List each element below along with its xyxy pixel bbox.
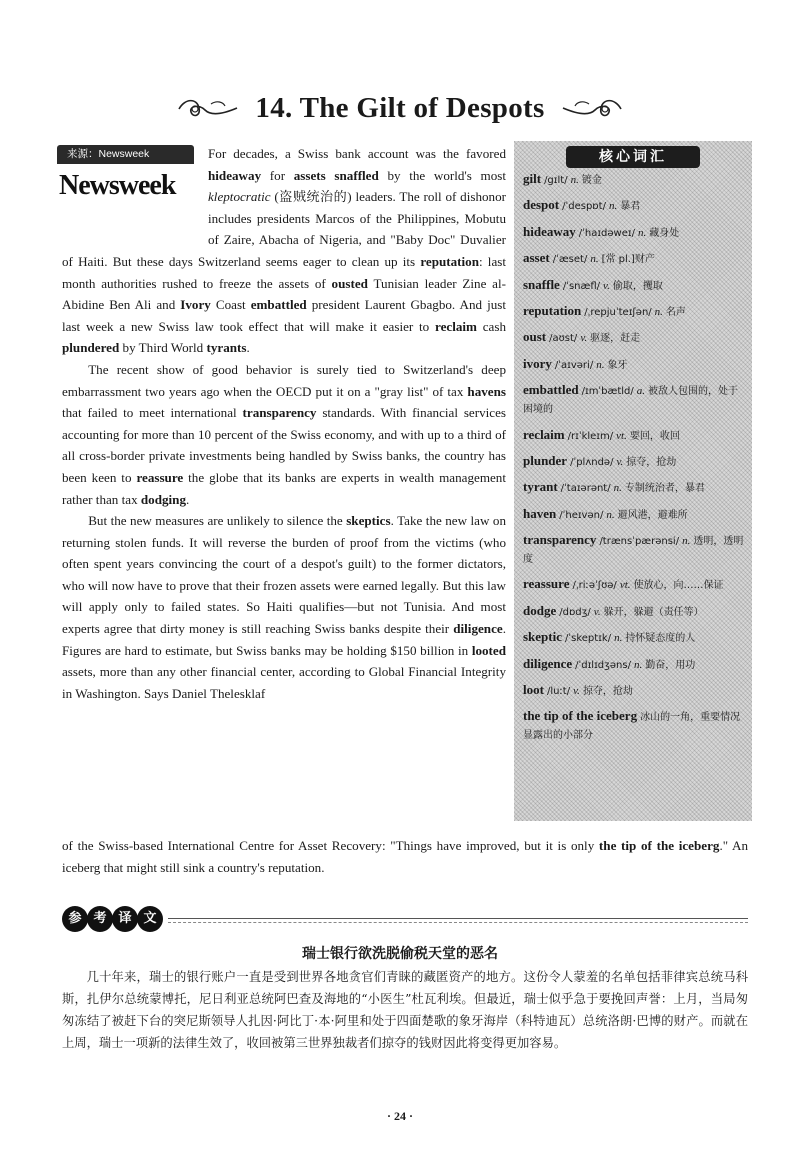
vocab-pos: vt. bbox=[619, 579, 631, 592]
vocab-heading: 核心词汇 bbox=[566, 146, 700, 168]
vocab-pos: v. bbox=[616, 455, 624, 468]
vocab-phonetic: /ˈskeptɪk/ bbox=[565, 633, 612, 645]
vocab-phonetic: /ˈplʌndə/ bbox=[570, 456, 614, 468]
vocab-phonetic: /ˈæset/ bbox=[552, 254, 588, 266]
vocab-word: hideaway bbox=[523, 223, 576, 239]
vocab-word: oust bbox=[523, 329, 547, 345]
vocab-pos: n. bbox=[637, 226, 647, 239]
vocab-list bbox=[523, 171, 745, 753]
vocab-item bbox=[523, 197, 745, 215]
logo-spacer bbox=[62, 143, 208, 243]
vocab-definition: 驱逐，赶走 bbox=[590, 333, 641, 345]
vocab-definition: 要回，收回 bbox=[629, 430, 680, 442]
vocab-term: reputation bbox=[420, 253, 479, 269]
vocab-definition: 使放心，向……保证 bbox=[633, 580, 724, 592]
vocab-item bbox=[523, 382, 745, 418]
reference-badge-char: 译 bbox=[112, 906, 138, 932]
vocab-word: reputation bbox=[523, 302, 582, 318]
vocab-definition: 偷取，攫取 bbox=[612, 280, 663, 292]
vocab-pos: n. bbox=[596, 358, 605, 371]
vocab-phonetic: /gɪlt/ bbox=[544, 175, 568, 186]
text-run: of the Swiss-based International Centre for Asset Recovery: "Things have improved, but it is only bbox=[62, 838, 599, 853]
vocab-word: skeptic bbox=[523, 629, 562, 645]
vocab-term: diligence bbox=[453, 621, 503, 637]
title-row bbox=[0, 86, 800, 130]
translation-title: 瑞士银行欲洗脱偷税天堂的恶名 bbox=[302, 946, 498, 962]
text-run: the globe that its banks are experts in wealth management rather than tax bbox=[62, 469, 506, 507]
vocab-item bbox=[523, 224, 745, 242]
vocab-phonetic: /ˈsnæfl/ bbox=[562, 280, 600, 292]
vocab-word: diligence bbox=[523, 655, 573, 671]
vocab-definition: 掠夺，抢劫 bbox=[582, 686, 633, 698]
text-run: But the new measures are unlikely to silence the bbox=[88, 513, 347, 529]
vocab-phonetic: /ɪmˈbætld/ bbox=[581, 386, 634, 398]
vocab-word: dodge bbox=[523, 602, 557, 618]
vocab-word: the tip of the iceberg bbox=[523, 708, 638, 724]
reference-badge-char: 参 bbox=[62, 906, 88, 932]
vocab-pos: a. bbox=[636, 385, 646, 398]
vocab-definition: 躲开，躲避（责任等） bbox=[603, 606, 704, 618]
vocab-word: transparency bbox=[523, 532, 597, 548]
text-run: . bbox=[186, 491, 190, 507]
text-run: for bbox=[261, 167, 294, 183]
vocab-word: loot bbox=[523, 682, 544, 698]
text-run: standards. With financial services accounting for more than 10 percent of the Swiss economy, and with up to a third of all cross-border private investments being handled by Swiss banks, the country has been keen to bbox=[62, 405, 506, 485]
text-run: ." An iceberg that might still sink a country's reputation. bbox=[62, 838, 749, 875]
vocab-term: transparency bbox=[242, 405, 317, 421]
vocab-phonetic: /ˈdɪlɪdʒəns/ bbox=[575, 659, 631, 671]
vocab-term: tyrants bbox=[206, 340, 247, 356]
vocab-term: plundered bbox=[62, 340, 120, 356]
vocab-word: despot bbox=[523, 197, 560, 213]
vocab-word: tyrant bbox=[523, 479, 558, 495]
vocab-definition: 名声 bbox=[665, 306, 686, 318]
vocab-item bbox=[523, 479, 745, 497]
vocab-word: reclaim bbox=[523, 426, 565, 442]
vocab-term: havens bbox=[467, 383, 506, 399]
vocab-pos: n. bbox=[654, 305, 663, 318]
vocab-term: hideaway bbox=[208, 167, 262, 183]
article-paragraph-3-end bbox=[62, 835, 748, 878]
vocab-term: reclaim bbox=[435, 318, 477, 334]
vocab-item bbox=[523, 682, 745, 700]
vocab-item bbox=[523, 250, 745, 268]
vocab-word: gilt bbox=[523, 171, 542, 186]
text-run: that failed to meet international bbox=[62, 405, 243, 421]
text-run: . Figures are hard to estimate, but Swiss banks may be holding $150 billion in bbox=[62, 621, 506, 658]
vocab-definition: 被敌人包围的，处于困境的 bbox=[523, 386, 739, 416]
vocab-pos: v. bbox=[603, 279, 610, 292]
vocab-term: looted bbox=[471, 642, 506, 658]
page-number: · 24 · bbox=[386, 1109, 413, 1123]
vocab-phonetic: /ˌrepjuˈteɪʃən/ bbox=[584, 306, 652, 318]
vocab-word: embattled bbox=[523, 382, 579, 398]
vocab-pos: n. bbox=[682, 535, 691, 548]
vocab-word: snaffle bbox=[523, 276, 560, 292]
vocab-word: haven bbox=[523, 505, 557, 521]
vocab-word: reassure bbox=[523, 576, 570, 592]
vocab-definition: [常 pl.]财产 bbox=[601, 254, 655, 266]
text-run: president Laurent Gbagbo. And just last week a new Swiss law took effect that will make it easier to bbox=[62, 297, 506, 334]
vocab-phonetic: /dɒdʒ/ bbox=[559, 606, 591, 618]
text-run: For decades, a Swiss bank account was the favored bbox=[208, 146, 506, 161]
text-run: The recent show of good behavior is surely tied to Switzerland's deep embarrassment two years ago when the OECD put it on a "gray list" of tax bbox=[62, 361, 506, 399]
text-run: . bbox=[246, 340, 250, 356]
reference-badge-char: 文 bbox=[137, 906, 163, 932]
vocab-term: the tip of the iceberg bbox=[598, 838, 720, 853]
vocab-term: dodging bbox=[140, 491, 187, 507]
vocab-item bbox=[523, 171, 745, 189]
vocab-item bbox=[523, 427, 745, 445]
vocab-definition: 专制统治者，暴君 bbox=[624, 483, 705, 495]
vocab-pos: n. bbox=[613, 482, 622, 495]
vocab-term: assets snaffled bbox=[293, 167, 379, 183]
text-run: (盗贼统治的) leaders. The roll of dishonor includes presidents Marcos of the Philippines, Mobutu of Zaire, Abacha of Nigeria, and "Baby Doc" Duvalier of Haiti. But these days Switzerland seems eager to clean up its bbox=[62, 189, 506, 269]
newsweek-logo: Newsweek bbox=[59, 170, 176, 201]
vocab-definition: 镀金 bbox=[581, 175, 602, 186]
vocab-item bbox=[523, 656, 745, 674]
translation-body bbox=[62, 966, 748, 1054]
article-paragraph-2 bbox=[62, 359, 506, 510]
text-run: Tunisian leader Zine al-Abidine Ben Ali and bbox=[62, 275, 506, 313]
text-run: assets, more than any other financial center, according to Global Financial Integrity in Washington. Says Daniel Thelesklaf bbox=[62, 664, 506, 701]
vocab-definition: 避风港，避难所 bbox=[617, 509, 688, 521]
vocab-term: embattled bbox=[250, 297, 307, 313]
vocab-term: Ivory bbox=[180, 297, 211, 313]
text-run: by Third World bbox=[119, 340, 207, 356]
reference-badge bbox=[62, 906, 166, 932]
vocab-pos: v. bbox=[573, 685, 580, 698]
article-body bbox=[62, 143, 506, 704]
divider-dashed bbox=[168, 922, 748, 923]
vocab-item bbox=[523, 708, 745, 744]
vocab-pos: v. bbox=[580, 332, 588, 345]
translation-paragraph: 几十年来，瑞士的银行账户一直是受到世界各地贪官们青睐的藏匿资产的地方。这份令人蒙羞的名单包括菲律宾总统马科斯，扎伊尔总统蒙博托，尼日利亚总统阿巴查及海地的“小医生”杜瓦利埃。但最近，瑞士似乎急于要挽回声誉：上月，当局匆匆冻结了被赶下台的突尼斯领导人扎因·阿比丁·本·阿里和处于四面楚歌的象牙海岸（科特迪瓦）总统洛朗·巴博的财产。而就在上周，瑞士一项新的法律生效了，收回被第三世界独裁者们掠夺的钱财因此将变得更加容易。 bbox=[62, 970, 748, 1050]
vocab-definition: 藏身处 bbox=[649, 227, 680, 239]
vocab-phonetic: /ˈdespɒt/ bbox=[562, 201, 606, 213]
vocab-word: ivory bbox=[523, 355, 552, 371]
vocab-pos: n. bbox=[633, 658, 643, 671]
divider bbox=[168, 918, 748, 919]
vocab-phonetic: /ˈtaɪərənt/ bbox=[560, 483, 611, 495]
vocab-pos: vt. bbox=[616, 429, 627, 442]
vocab-word: plunder bbox=[523, 452, 568, 468]
reference-badge-char: 考 bbox=[87, 906, 113, 932]
vocab-definition: 掠夺，抢劫 bbox=[626, 456, 677, 468]
vocab-word: asset bbox=[523, 250, 550, 266]
vocab-term: ousted bbox=[331, 275, 368, 291]
vocab-definition: 持怀疑态度的人 bbox=[625, 633, 696, 645]
vocab-phonetic: /luːt/ bbox=[546, 686, 571, 698]
vocab-item bbox=[523, 329, 745, 347]
article-title: 14. The Gilt of Despots bbox=[255, 91, 545, 124]
vocab-pos: v. bbox=[593, 605, 601, 618]
vocab-pos: n. bbox=[606, 508, 615, 521]
vocab-phonetic: /ˌriːəˈʃʊə/ bbox=[572, 580, 617, 592]
right-ornament-icon bbox=[559, 96, 625, 120]
text-run: : last month authorities rushed to freeze the assets of bbox=[62, 253, 506, 291]
vocab-phonetic: /ˈheɪvən/ bbox=[559, 509, 604, 521]
vocab-definition: 冰山的一角，重要情况显露出的小部分 bbox=[523, 712, 741, 742]
vocab-item bbox=[523, 303, 745, 321]
text-run: cash bbox=[476, 318, 506, 334]
vocab-item bbox=[523, 629, 745, 647]
vocab-phonetic: /rɪˈkleɪm/ bbox=[567, 430, 614, 442]
text-run: kleptocratic bbox=[208, 189, 271, 205]
article-paragraph-3 bbox=[62, 510, 506, 704]
vocab-pos: n. bbox=[614, 632, 623, 645]
source-label: 来源：Newsweek bbox=[57, 145, 194, 164]
vocab-pos: n. bbox=[608, 200, 618, 213]
vocab-item bbox=[523, 277, 745, 295]
vocab-item bbox=[523, 576, 745, 594]
vocab-term: skeptics bbox=[346, 513, 391, 529]
vocab-phonetic: /aʊst/ bbox=[549, 333, 578, 345]
vocab-definition: 暴君 bbox=[620, 201, 641, 213]
vocab-item bbox=[523, 532, 745, 568]
left-ornament-icon bbox=[175, 96, 241, 120]
vocab-definition: 勤奋，用功 bbox=[645, 659, 696, 671]
vocab-definition: 象牙 bbox=[607, 359, 628, 371]
vocab-pos: n. bbox=[590, 253, 599, 266]
vocab-term: reassure bbox=[136, 469, 184, 485]
vocab-item bbox=[523, 453, 745, 471]
vocab-phonetic: /ˈhaɪdəweɪ/ bbox=[578, 227, 635, 239]
text-run: by the world's most bbox=[378, 167, 506, 183]
vocab-phonetic: /ˈaɪvəri/ bbox=[554, 359, 594, 371]
vocab-panel bbox=[514, 141, 752, 821]
vocab-item bbox=[523, 506, 745, 524]
vocab-pos: n. bbox=[570, 174, 579, 186]
vocab-item bbox=[523, 356, 745, 374]
text-run: . Take the new law on returning stolen funds. It will reverse the burden of proof from the victims (who often spent years convincing the court of a despot's guilt) to the former dictators, who will now have to prove that their frozen assets were earned legally. But this law will apply only to failed states. So Haiti qualifies—but not Tunisia. And most experts agree that dirty money is still reaching Swiss banks despite their bbox=[62, 513, 506, 637]
vocab-phonetic: /trænsˈpærənsi/ bbox=[599, 536, 680, 548]
vocab-definition: 透明，透明度 bbox=[523, 536, 744, 566]
vocab-item bbox=[523, 603, 745, 621]
text-run: Coast bbox=[210, 297, 251, 313]
